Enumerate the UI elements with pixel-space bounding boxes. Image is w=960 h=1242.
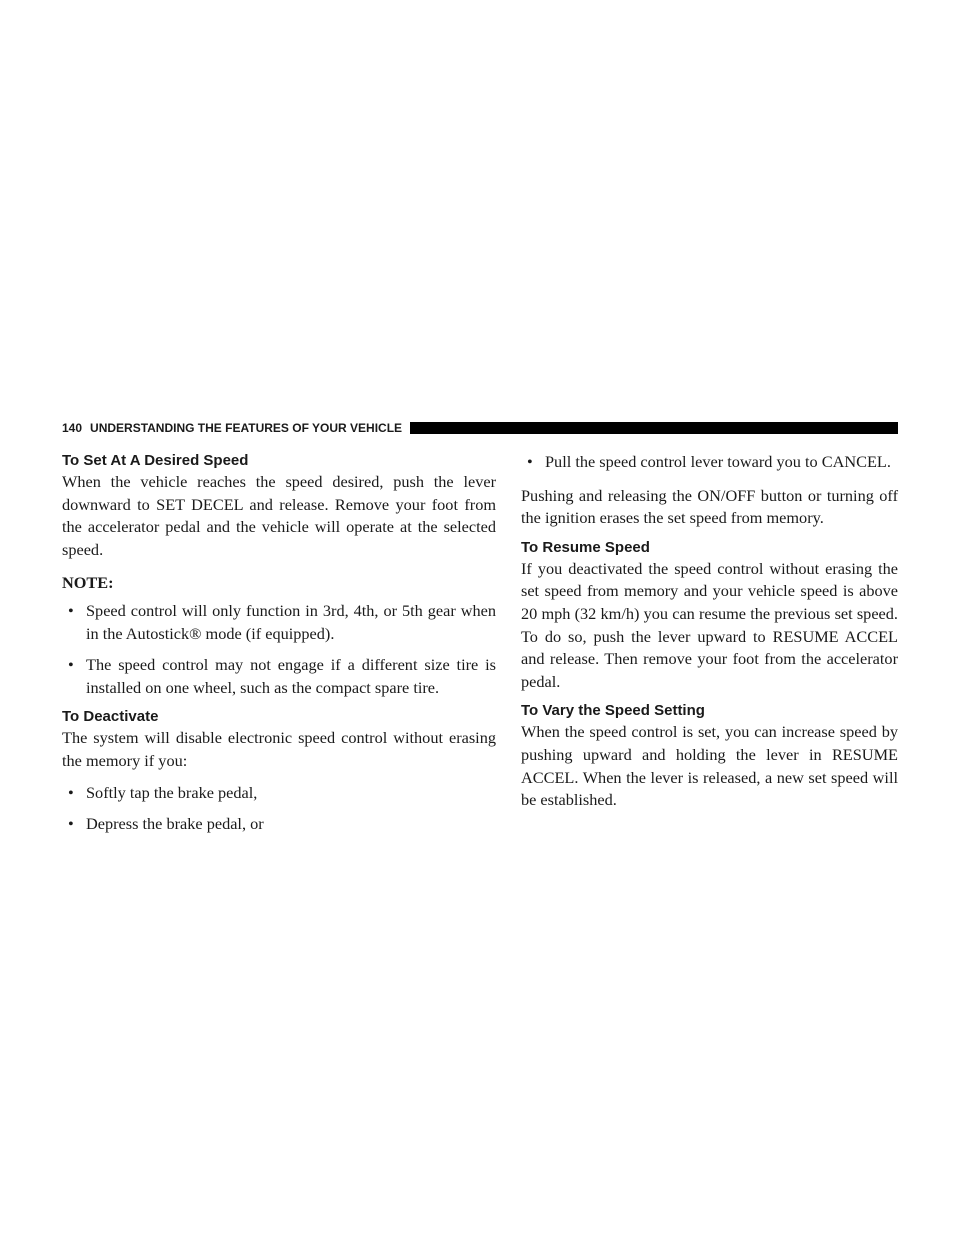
right-column (521, 451, 898, 812)
bullet-text: The speed control may not engage if a different size tire is installed on one wheel, such as the compact spare tire. (86, 655, 496, 697)
section-title: UNDERSTANDING THE FEATURES OF YOUR VEHICLE (90, 421, 403, 435)
page-number: 140 (62, 421, 83, 435)
paragraph-resume-speed: If you deactivated the speed control without erasing the set speed from memory and your vehicle speed is above 20 mph (32 km/h) you can resume the previous set speed. To do so, push the lever upward to RESUME ACCEL and release. Then remove your foot from the accelerator pedal. (521, 558, 898, 691)
bullet-icon: • (68, 655, 74, 675)
bullet-icon: • (68, 600, 74, 620)
paragraph-set-speed: When the vehicle reaches the speed desired, push the lever downward to SET DECEL and release. Remove your foot from the accelerator pedal and the vehicle will operate at the selected speed. (62, 472, 496, 559)
heading-deactivate: To Deactivate (62, 708, 159, 726)
bullet-icon: • (68, 782, 74, 802)
heading-set-speed: To Set At A Desired Speed (62, 452, 249, 469)
heading-vary-speed: To Vary the Speed Setting (521, 702, 705, 720)
bullet-text: Softly tap the brake pedal, (86, 782, 258, 802)
list-item (62, 782, 496, 805)
paragraph-on-off: Pushing and releasing the ON/OFF button or turning off the ignition erases the set speed from memory. (521, 485, 898, 528)
list-item (521, 451, 898, 474)
bullet-icon: • (68, 814, 74, 834)
bullet-text: Pull the speed control lever toward you to CANCEL. (545, 452, 891, 471)
paragraph-vary-speed: When the speed control is set, you can increase speed by pushing upward and holding the lever in RESUME ACCEL. When the lever is released, a new set speed will be established. (521, 722, 898, 810)
left-column (62, 451, 496, 836)
bullet-text: Depress the brake pedal, or (86, 814, 264, 834)
bullet-text: Speed control will only function in 3rd, 4th, or 5th gear when in the Autostick® mode (if equipped). (86, 600, 496, 643)
heading-resume-speed: To Resume Speed (521, 538, 650, 556)
list-item (62, 813, 496, 836)
paragraph-deactivate: The system will disable electronic speed control without erasing the memory if you: (62, 728, 496, 770)
list-item (62, 654, 496, 699)
page-header (62, 420, 898, 436)
header-rule (410, 422, 898, 434)
note-label: NOTE: (62, 573, 114, 593)
bullet-icon: • (527, 452, 533, 471)
list-item (62, 600, 496, 645)
